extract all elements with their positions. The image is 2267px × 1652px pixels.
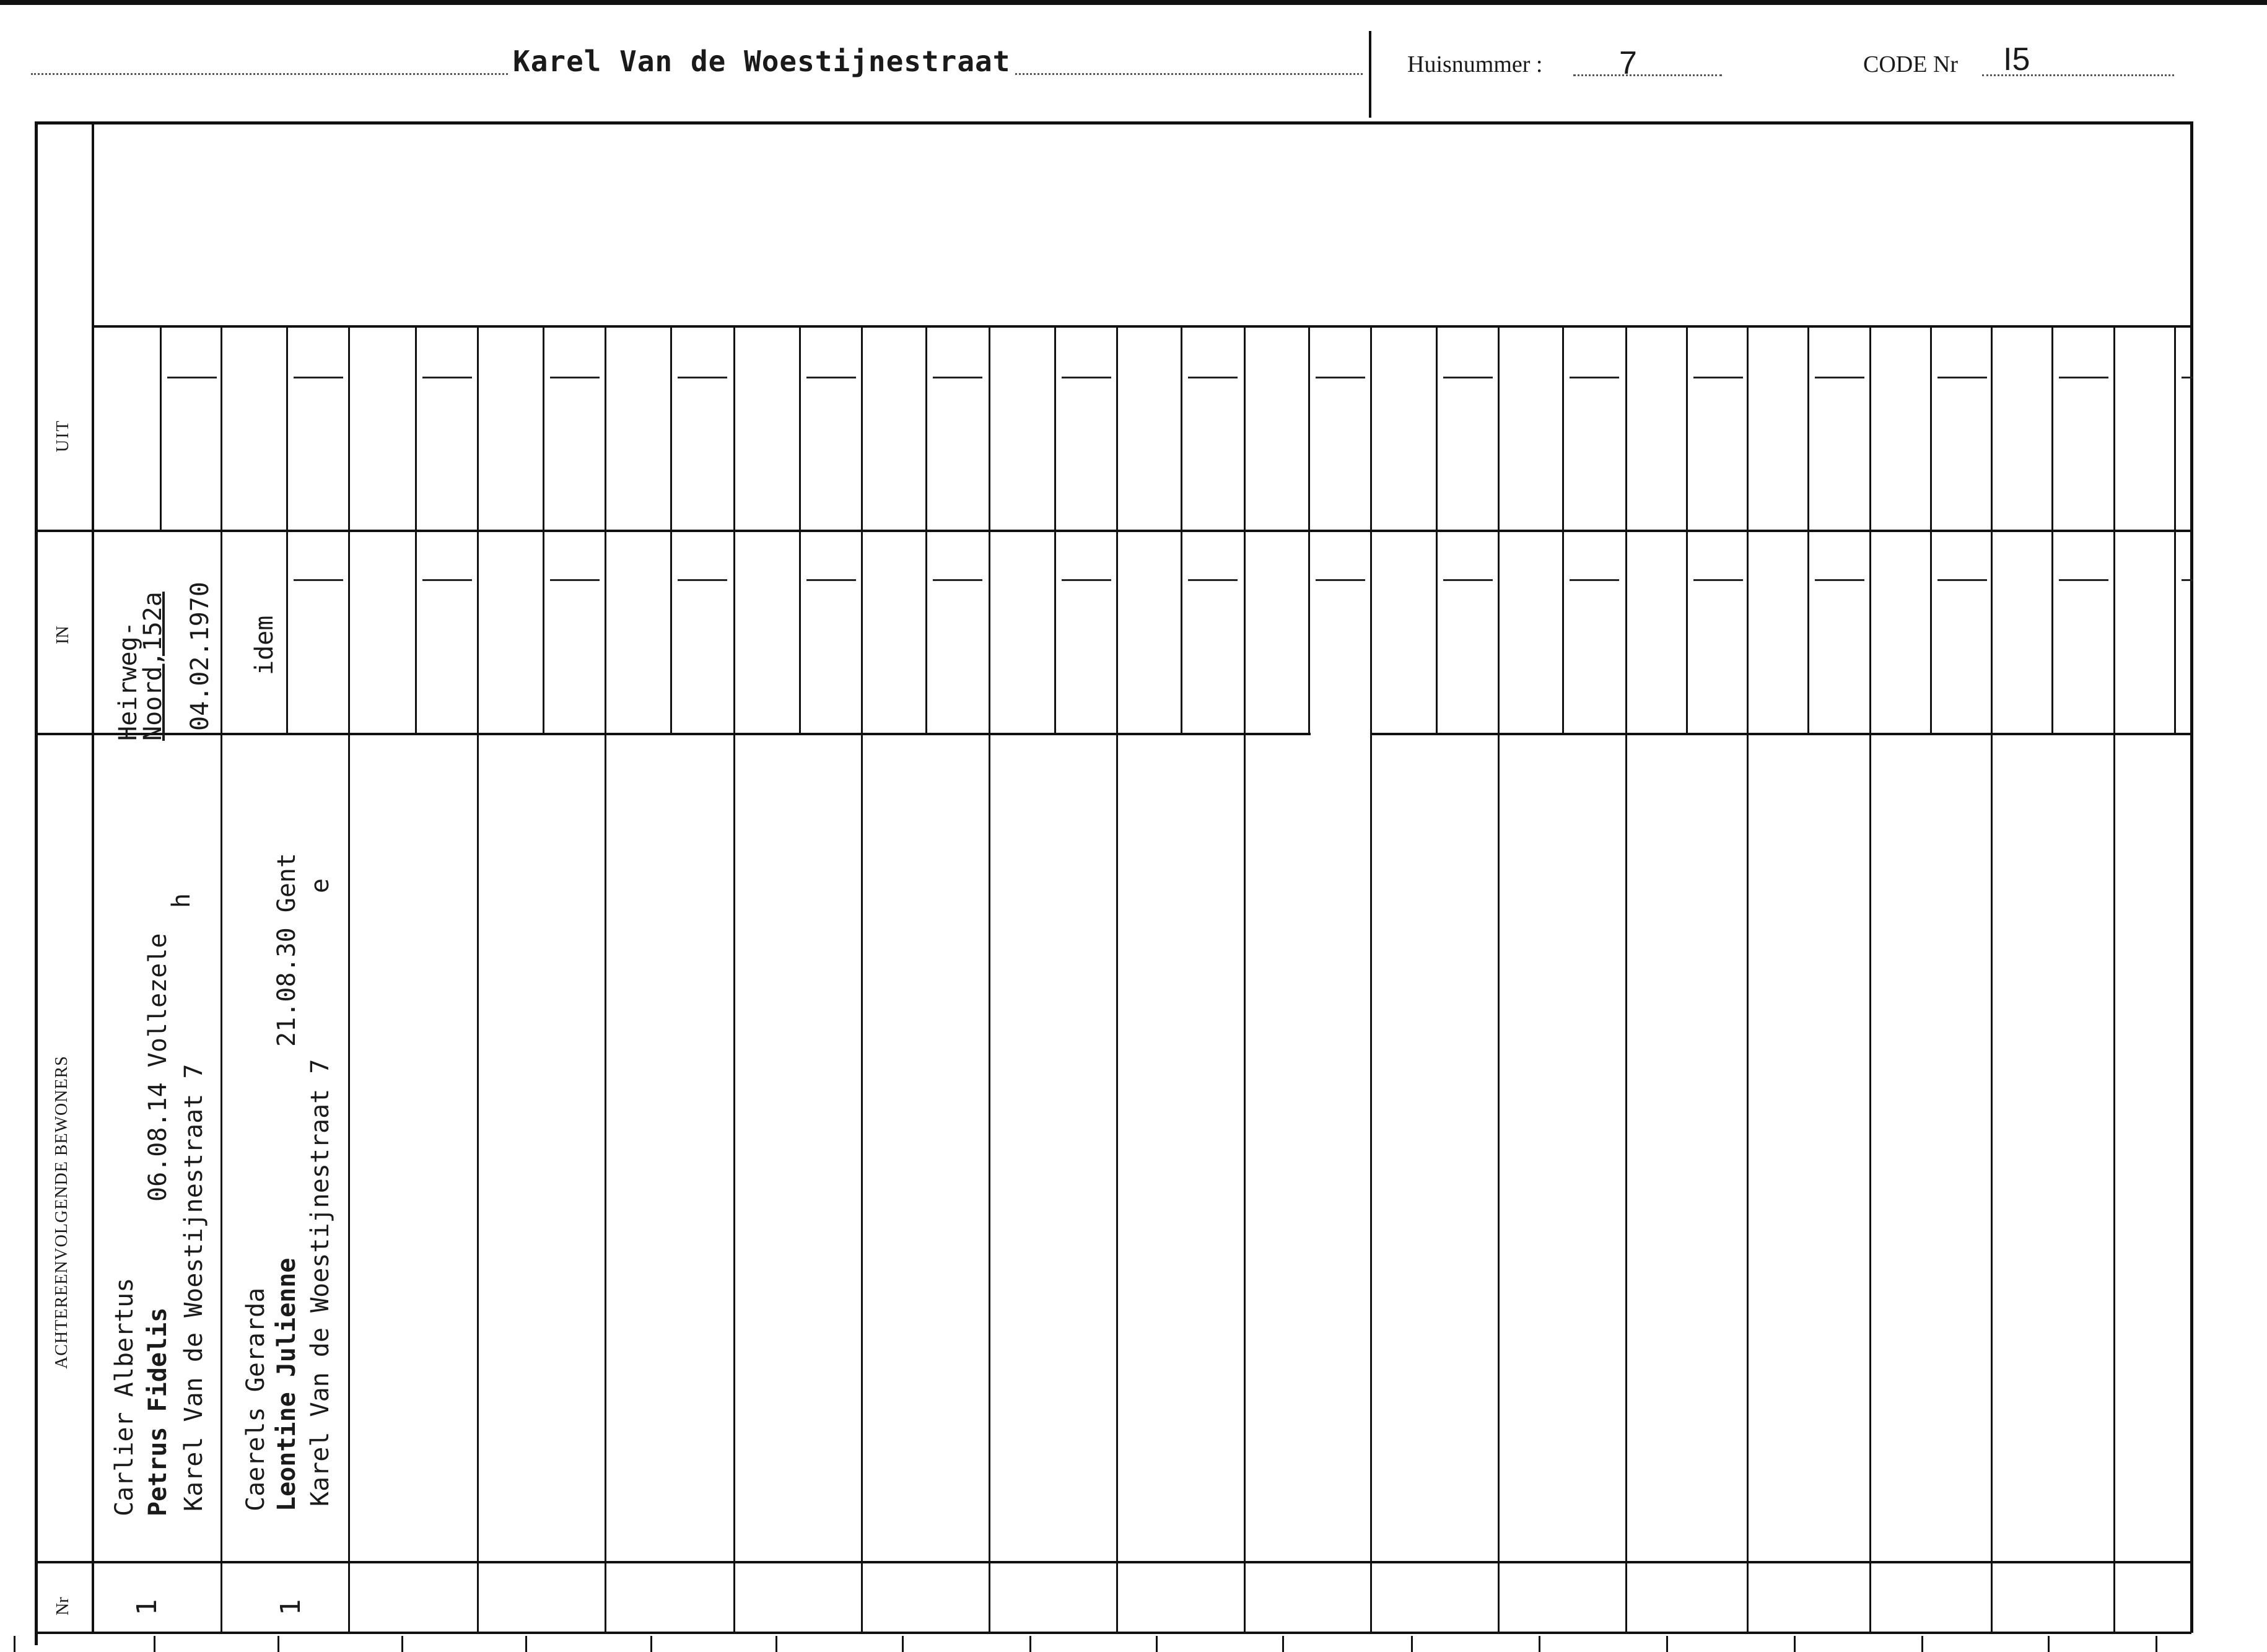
tick <box>525 1636 527 1652</box>
resident-mark: e <box>306 878 334 893</box>
resident-birth: 06.08.14 Vollezele <box>144 933 172 1202</box>
in-dash <box>1815 579 1864 581</box>
tick <box>1411 1636 1413 1652</box>
tick <box>277 1636 279 1652</box>
uit-dash <box>1062 377 1111 378</box>
sub-divider <box>1807 325 1809 734</box>
uit-row-label: UIT <box>53 419 72 452</box>
column-divider <box>221 325 222 1633</box>
tick <box>1156 1636 1158 1652</box>
uit-dash <box>294 377 343 378</box>
resident-given-names: Petrus Fidelis <box>144 1307 172 1516</box>
tick <box>14 1636 15 1652</box>
sub-divider <box>1181 325 1182 734</box>
in-address-line1: Heirweg- <box>114 621 142 741</box>
table-top-border <box>35 121 2190 125</box>
in-top-line <box>35 530 2191 532</box>
sub-divider <box>1054 325 1056 734</box>
uit-dash <box>806 377 856 378</box>
sub-divider <box>670 325 672 734</box>
uit-dash <box>2182 377 2193 378</box>
sub-divider <box>286 325 288 734</box>
tick <box>154 1636 155 1652</box>
tick <box>2048 1636 2050 1652</box>
nr-row-label: Nr <box>53 1597 72 1615</box>
top-border <box>0 0 2267 5</box>
in-dash <box>550 579 600 581</box>
uit-dash <box>1316 377 1365 378</box>
in-dash <box>2182 579 2193 581</box>
tick <box>902 1636 904 1652</box>
tick <box>401 1636 403 1652</box>
tick <box>1539 1636 1540 1652</box>
column-divider <box>1625 325 1627 1633</box>
in-dash <box>422 579 472 581</box>
sub-divider <box>1436 325 1438 734</box>
uit-dash <box>1443 377 1493 378</box>
uit-dash <box>1693 377 1743 378</box>
uit-dash <box>550 377 600 378</box>
table-left-border <box>35 121 38 1645</box>
house-number-label: Huisnummer : <box>1407 51 1543 77</box>
sub-divider <box>1930 325 1932 734</box>
street-name: Karel Van de Woestijnestraat <box>509 45 1014 78</box>
in-dash <box>806 579 856 581</box>
tick <box>1666 1636 1668 1652</box>
column-divider <box>605 325 606 1633</box>
column-divider <box>1747 325 1749 1633</box>
column-2-in-entry: idem <box>250 615 279 675</box>
sub-divider <box>2051 325 2053 734</box>
uit-sub-divider <box>160 325 162 530</box>
uit-dash <box>1937 377 1987 378</box>
in-row-label: IN <box>53 626 72 644</box>
resident-mark: h <box>167 893 196 908</box>
column-divider <box>477 325 479 1633</box>
in-dash <box>1062 579 1111 581</box>
sub-divider <box>1308 325 1310 734</box>
in-dash <box>1316 579 1365 581</box>
sub-divider <box>799 325 801 734</box>
sub-divider <box>925 325 927 734</box>
code-label: CODE Nr <box>1863 51 1959 77</box>
sub-divider <box>415 325 417 734</box>
tick <box>1794 1636 1796 1652</box>
resident-name: Carlier Albertus <box>110 1277 139 1516</box>
uit-dash <box>678 377 727 378</box>
column-divider <box>1869 325 1871 1633</box>
tick <box>1029 1636 1031 1652</box>
in-dash <box>2059 579 2108 581</box>
resident-name: Caerels Gerarda <box>242 1287 270 1511</box>
tick <box>2156 1636 2157 1652</box>
tick <box>1282 1636 1284 1652</box>
nr-top-line <box>35 1561 2191 1563</box>
uit-dash <box>167 377 217 378</box>
in-dash <box>1570 579 1619 581</box>
uit-dash <box>1188 377 1238 378</box>
house-number-value: 7 <box>1619 45 1637 81</box>
in-address-line2: Noord,152a <box>139 592 167 741</box>
in-dash <box>1443 579 1493 581</box>
column-2-nr: 1 <box>275 1599 307 1615</box>
resident-address: Karel Van de Woestijnestraat 7 <box>180 1064 208 1511</box>
column-divider <box>348 325 350 1633</box>
uit-dash <box>2059 377 2108 378</box>
residents-top-line-left <box>35 733 1311 735</box>
house-number-dotted-line <box>1573 74 1722 76</box>
tick <box>1921 1636 1923 1652</box>
resident-birth: 21.08.30 Gent <box>273 852 301 1047</box>
residents-row-label: ACHTEREENVOLGENDE BEWONERS <box>52 1055 71 1369</box>
in-dash <box>1937 579 1987 581</box>
column-1-nr: 1 <box>131 1599 163 1615</box>
code-value: I5 <box>2003 42 2030 77</box>
table-bottom-line <box>35 1632 2191 1634</box>
column-divider <box>733 325 735 1633</box>
table-right-border <box>2190 121 2193 1633</box>
in-dash <box>678 579 727 581</box>
tick <box>650 1636 652 1652</box>
column-divider <box>1244 325 1246 1633</box>
tick <box>775 1636 777 1652</box>
uit-dash <box>1570 377 1619 378</box>
sub-divider <box>543 325 544 734</box>
in-dash <box>1188 579 1238 581</box>
column-divider <box>1370 325 1372 1633</box>
uit-dash <box>1815 377 1864 378</box>
sub-divider <box>1686 325 1688 734</box>
residents-top-line-right <box>1370 733 2191 735</box>
resident-address: Karel Van de Woestijnestraat 7 <box>306 1059 334 1506</box>
uit-dash <box>933 377 982 378</box>
in-dash <box>1693 579 1743 581</box>
column-divider <box>1991 325 1993 1633</box>
in-dash <box>294 579 343 581</box>
column-divider <box>2113 325 2115 1633</box>
sub-divider <box>2174 325 2176 734</box>
uit-dash <box>422 377 472 378</box>
uit-top-line <box>92 325 2191 328</box>
in-date: 04.02.1970 <box>186 582 214 731</box>
column-divider <box>1116 325 1118 1633</box>
resident-given-names: Leontine Julienne <box>273 1257 301 1511</box>
in-dash <box>933 579 982 581</box>
column-divider <box>1498 325 1500 1633</box>
column-divider <box>861 325 863 1633</box>
header-divider <box>1369 31 1371 118</box>
sub-divider <box>1562 325 1564 734</box>
column-divider <box>989 325 990 1633</box>
label-column-divider <box>92 121 94 1633</box>
